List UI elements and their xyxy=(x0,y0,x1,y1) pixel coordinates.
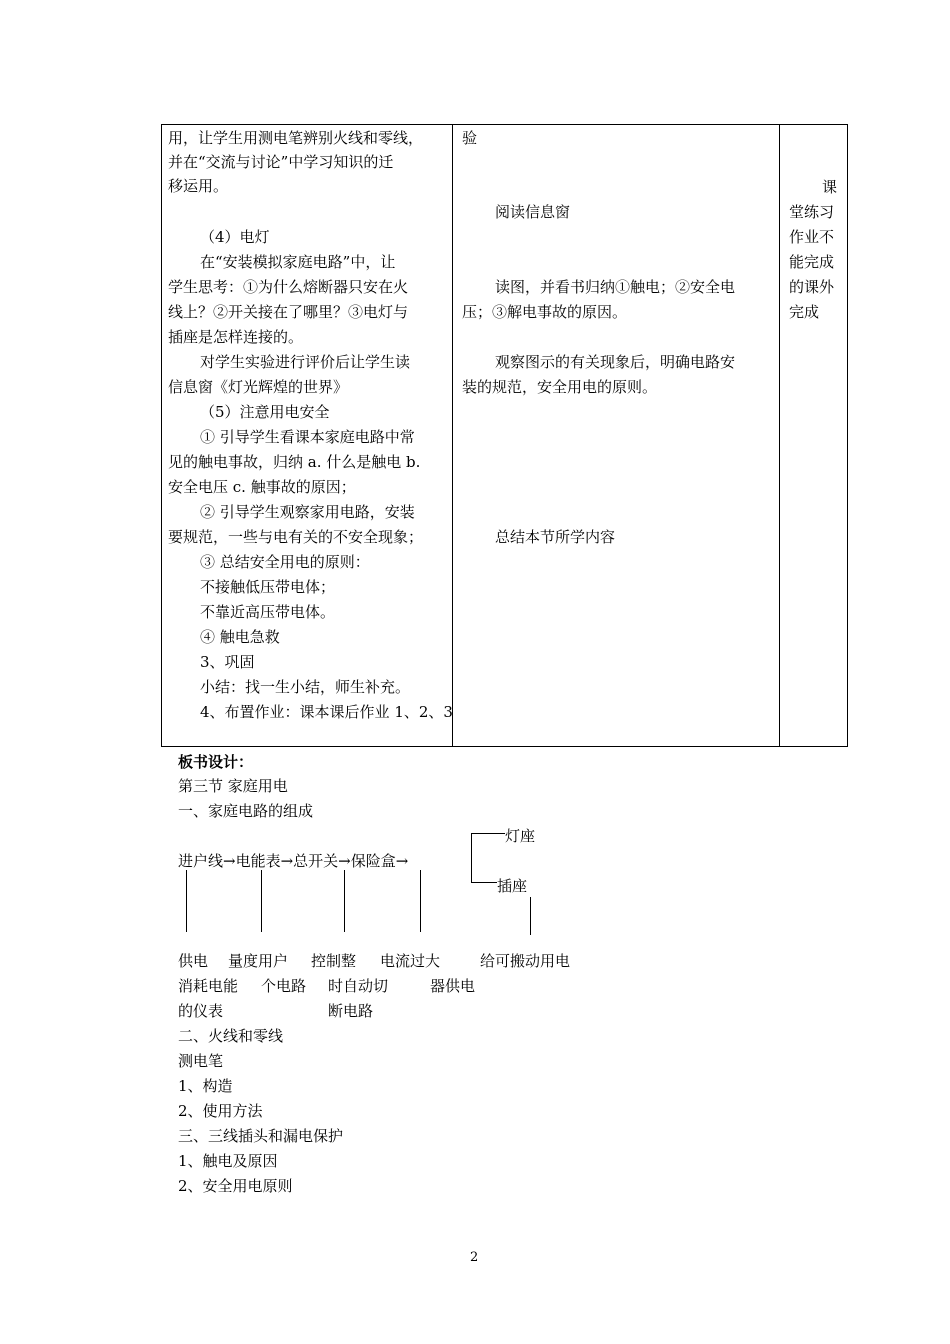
text-line: 作业不 xyxy=(789,228,835,246)
text-line: 用，让学生用测电笔辨别火线和零线， xyxy=(168,129,424,147)
text-line: 观察图示的有关现象后，明确电路安 xyxy=(495,353,736,371)
text-line: 小结：找一生小结，师生补充。 xyxy=(200,678,411,696)
connector-line xyxy=(186,870,187,932)
text-line: 学生思考：①为什么熔断器只安在火 xyxy=(168,278,409,296)
page-number: 2 xyxy=(470,1250,479,1265)
text-line: 信息窗《灯光辉煌的世界》 xyxy=(168,378,349,396)
text-line: 堂练习 xyxy=(789,203,835,221)
outline-item: 测电笔 xyxy=(178,1052,224,1070)
text-line: 移运用。 xyxy=(168,177,229,195)
text-line: ② 引导学生观察家用电路，安装 xyxy=(200,503,415,521)
text-line: 能完成 xyxy=(789,253,835,271)
function-label: 供电 xyxy=(178,952,209,970)
text-line: 3、巩固 xyxy=(200,653,255,671)
text-line: 不靠近高压带电体。 xyxy=(200,603,336,621)
text-line: 总结本节所学内容 xyxy=(495,528,616,546)
text-line: 并在“交流与讨论”中学习知识的迁 xyxy=(168,153,394,171)
function-label: 给可搬动用电 xyxy=(480,952,571,970)
bracket-top xyxy=(471,833,505,834)
part-heading: 一、家庭电路的组成 xyxy=(178,802,314,820)
connector-line xyxy=(261,870,262,932)
branch-bottom-label: 插座 xyxy=(497,877,528,895)
text-line: （5）注意用电安全 xyxy=(200,403,330,421)
function-label: 控制整 xyxy=(311,952,357,970)
bracket-bottom xyxy=(471,882,497,883)
text-line: 4、布置作业：课本课后作业 1、2、3 xyxy=(200,703,453,721)
branch-top-label: 灯座 xyxy=(505,827,536,845)
outline-item: 1、构造 xyxy=(178,1077,233,1095)
part-heading: 二、火线和零线 xyxy=(178,1027,284,1045)
function-label: 断电路 xyxy=(328,1002,374,1020)
part-heading: 三、三线插头和漏电保护 xyxy=(178,1127,344,1145)
text-line: 要规范，一些与电有关的不安全现象； xyxy=(168,528,424,546)
function-label: 个电路 xyxy=(261,977,307,995)
text-line: 阅读信息窗 xyxy=(495,203,571,221)
function-label: 器供电 xyxy=(430,977,476,995)
text-line: ③ 总结安全用电的原则： xyxy=(200,553,370,571)
function-label: 时自动切 xyxy=(328,977,389,995)
text-line: 验 xyxy=(462,129,478,147)
function-label: 电流过大 xyxy=(380,952,441,970)
text-line: 对学生实验进行评价后让学生读 xyxy=(200,353,411,371)
text-line: 不接触低压带电体； xyxy=(200,578,336,596)
chain-text: 进户线→电能表→总开关→保险盒→ xyxy=(178,852,409,870)
outline-item: 1、触电及原因 xyxy=(178,1152,278,1170)
text-line: （4）电灯 xyxy=(200,228,270,246)
function-label: 消耗电能 xyxy=(178,977,239,995)
text-line: 插座是怎样连接的。 xyxy=(168,328,304,346)
text-line: 线上？②开关接在了哪里？③电灯与 xyxy=(168,303,409,321)
connector-line xyxy=(344,870,345,932)
text-line: 完成 xyxy=(789,303,820,321)
text-line: ① 引导学生看课本家庭电路中常 xyxy=(200,428,415,446)
text-line: 在“安装模拟家庭电路”中，让 xyxy=(200,253,396,271)
text-line: 压；③解电事故的原因。 xyxy=(462,303,628,321)
section-title: 第三节 家庭用电 xyxy=(178,777,288,795)
connector-line xyxy=(420,870,421,932)
text-line: 安全电压 c. 触事故的原因； xyxy=(168,478,356,496)
bracket-vertical xyxy=(471,833,472,882)
table-divider-2 xyxy=(779,124,780,747)
text-line: 见的触电事故，归纳 a. 什么是触电 b. xyxy=(168,453,421,471)
text-line: 读图，并看书归纳①触电；②安全电 xyxy=(495,278,736,296)
text-line: 装的规范，安全用电的原则。 xyxy=(462,378,658,396)
function-label: 的仪表 xyxy=(178,1002,224,1020)
text-line: 的课外 xyxy=(789,278,835,296)
connector-line xyxy=(530,897,531,935)
function-label: 量度用户 xyxy=(228,952,289,970)
outline-item: 2、使用方法 xyxy=(178,1102,263,1120)
text-line: ④ 触电急救 xyxy=(200,628,280,646)
table-divider-1 xyxy=(452,124,453,747)
board-heading: 板书设计： xyxy=(178,753,254,771)
outline-item: 2、安全用电原则 xyxy=(178,1177,293,1195)
text-line: 课 xyxy=(822,178,838,196)
